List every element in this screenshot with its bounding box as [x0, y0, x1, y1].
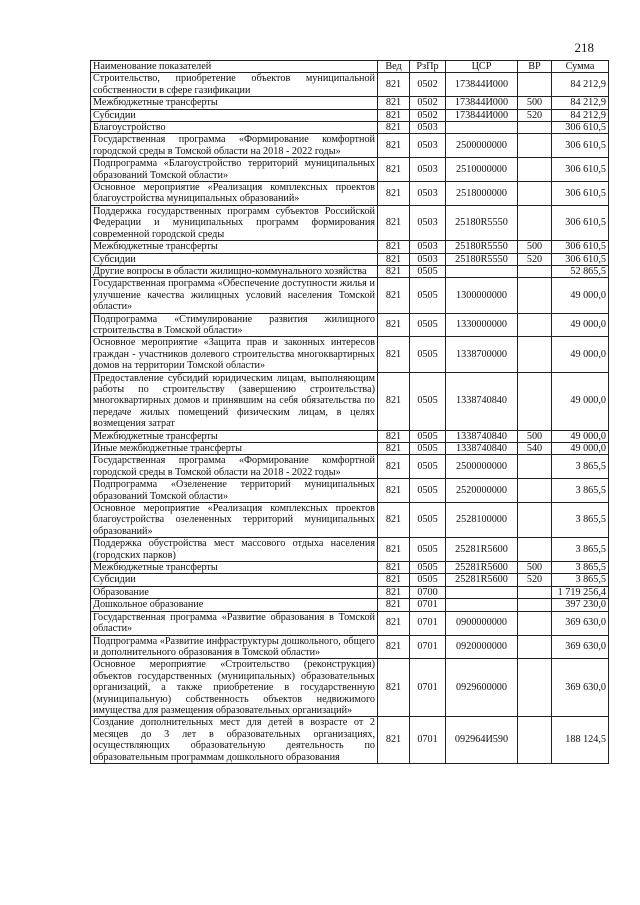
cell-sum: 49 000,0 — [552, 443, 609, 455]
cell-rzpr: 0505 — [410, 503, 446, 538]
cell-rzpr: 0700 — [410, 586, 446, 598]
cell-ved: 821 — [378, 538, 410, 562]
header-vr: ВР — [518, 61, 552, 73]
cell-rzpr: 0503 — [410, 134, 446, 158]
cell-sum: 84 212,9 — [552, 73, 609, 97]
table-row — [91, 430, 609, 442]
cell-sum: 3 865,5 — [552, 574, 609, 586]
cell-sum: 84 212,9 — [552, 109, 609, 121]
cell-csr: 1300000000 — [446, 278, 518, 313]
cell-vr: 500 — [518, 241, 552, 253]
cell-ved: 821 — [378, 205, 410, 240]
table-row — [91, 574, 609, 586]
cell-vr: 500 — [518, 562, 552, 574]
cell-sum: 306 610,5 — [552, 205, 609, 240]
cell-rzpr: 0701 — [410, 717, 446, 764]
cell-ved: 821 — [378, 574, 410, 586]
cell-vr — [518, 73, 552, 97]
cell-name: Государственная программа «Развитие образования в Томской области» — [91, 611, 378, 635]
table-row — [91, 205, 609, 240]
cell-ved: 821 — [378, 479, 410, 503]
page-number: 218 — [574, 40, 594, 55]
cell-rzpr: 0503 — [410, 122, 446, 134]
cell-ved: 821 — [378, 599, 410, 611]
cell-vr: 500 — [518, 430, 552, 442]
cell-name: Государственная программа «Формирование комфортной городской среды в Томской области на 2018 - 2022 годы» — [91, 455, 378, 479]
cell-rzpr: 0503 — [410, 241, 446, 253]
cell-sum: 306 610,5 — [552, 122, 609, 134]
table-row — [91, 265, 609, 277]
table-row — [91, 313, 609, 337]
cell-sum: 52 865,5 — [552, 265, 609, 277]
cell-rzpr: 0505 — [410, 455, 446, 479]
cell-vr — [518, 265, 552, 277]
cell-csr — [446, 599, 518, 611]
cell-name: Подпрограмма «Благоустройство территорий муниципальных образований Томской области» — [91, 158, 378, 182]
cell-ved: 821 — [378, 337, 410, 372]
cell-vr — [518, 134, 552, 158]
cell-rzpr: 0502 — [410, 73, 446, 97]
table-row — [91, 182, 609, 206]
cell-rzpr: 0701 — [410, 635, 446, 659]
cell-name: Основное мероприятие «Защита прав и законных интересов граждан - участников долевого строительства многоквартирных домов на территории Томской области» — [91, 337, 378, 372]
cell-vr: 520 — [518, 109, 552, 121]
cell-csr: 25180R5550 — [446, 241, 518, 253]
cell-vr — [518, 313, 552, 337]
cell-csr: 25281R5600 — [446, 574, 518, 586]
cell-sum: 49 000,0 — [552, 337, 609, 372]
table-row — [91, 158, 609, 182]
cell-vr: 520 — [518, 253, 552, 265]
header-csr: ЦСР — [446, 61, 518, 73]
cell-csr: 2500000000 — [446, 455, 518, 479]
cell-vr — [518, 503, 552, 538]
cell-csr: 2510000000 — [446, 158, 518, 182]
cell-name: Межбюджетные трансферты — [91, 430, 378, 442]
cell-name: Поддержка обустройства мест массового отдыха населения (городских парков) — [91, 538, 378, 562]
cell-ved: 821 — [378, 158, 410, 182]
cell-rzpr: 0701 — [410, 599, 446, 611]
cell-sum: 49 000,0 — [552, 278, 609, 313]
budget-table — [90, 60, 609, 764]
cell-csr: 2528100000 — [446, 503, 518, 538]
header-rzpr: РзПр — [410, 61, 446, 73]
cell-name: Субсидии — [91, 574, 378, 586]
table-row — [91, 122, 609, 134]
cell-csr: 1338740840 — [446, 430, 518, 442]
cell-sum: 306 610,5 — [552, 182, 609, 206]
cell-vr — [518, 586, 552, 598]
cell-ved: 821 — [378, 372, 410, 430]
cell-csr: 092964И590 — [446, 717, 518, 764]
cell-vr — [518, 479, 552, 503]
cell-vr — [518, 337, 552, 372]
cell-rzpr: 0502 — [410, 97, 446, 109]
cell-rzpr: 0503 — [410, 182, 446, 206]
cell-csr: 0920000000 — [446, 635, 518, 659]
cell-ved: 821 — [378, 430, 410, 442]
cell-rzpr: 0503 — [410, 158, 446, 182]
cell-rzpr: 0701 — [410, 659, 446, 717]
cell-sum: 369 630,0 — [552, 611, 609, 635]
cell-rzpr: 0505 — [410, 562, 446, 574]
cell-csr: 2500000000 — [446, 134, 518, 158]
table-row — [91, 635, 609, 659]
cell-vr — [518, 659, 552, 717]
cell-vr: 500 — [518, 97, 552, 109]
cell-sum: 1 719 256,4 — [552, 586, 609, 598]
cell-name: Подпрограмма «Озеленение территорий муниципальных образований Томской области» — [91, 479, 378, 503]
table-row — [91, 443, 609, 455]
cell-rzpr: 0505 — [410, 313, 446, 337]
table-row — [91, 562, 609, 574]
table-row — [91, 97, 609, 109]
cell-rzpr: 0505 — [410, 265, 446, 277]
cell-csr — [446, 122, 518, 134]
cell-vr: 540 — [518, 443, 552, 455]
cell-ved: 821 — [378, 586, 410, 598]
cell-name: Подпрограмма «Развитие инфраструктуры дошкольного, общего и дополнительного образования в Томской области» — [91, 635, 378, 659]
cell-csr: 25180R5550 — [446, 205, 518, 240]
header-sum: Сумма — [552, 61, 609, 73]
cell-csr: 1338740840 — [446, 372, 518, 430]
cell-rzpr: 0505 — [410, 479, 446, 503]
cell-ved: 821 — [378, 182, 410, 206]
table-header-row — [91, 61, 609, 73]
cell-ved: 821 — [378, 635, 410, 659]
cell-sum: 306 610,5 — [552, 134, 609, 158]
cell-sum: 3 865,5 — [552, 455, 609, 479]
cell-ved: 821 — [378, 241, 410, 253]
table-row — [91, 586, 609, 598]
cell-sum: 369 630,0 — [552, 659, 609, 717]
cell-vr — [518, 372, 552, 430]
cell-rzpr: 0505 — [410, 538, 446, 562]
cell-name: Субсидии — [91, 253, 378, 265]
table-row — [91, 611, 609, 635]
cell-rzpr: 0505 — [410, 372, 446, 430]
cell-ved: 821 — [378, 265, 410, 277]
cell-sum: 49 000,0 — [552, 313, 609, 337]
cell-name: Подпрограмма «Стимулирование развития жилищного строительства в Томской области» — [91, 313, 378, 337]
table-row — [91, 538, 609, 562]
table-row — [91, 717, 609, 764]
cell-sum: 3 865,5 — [552, 479, 609, 503]
cell-csr: 25281R5600 — [446, 562, 518, 574]
table-row — [91, 278, 609, 313]
cell-name: Основное мероприятие «Реализация комплексных проектов благоустройства муниципальных образований» — [91, 182, 378, 206]
cell-sum: 3 865,5 — [552, 503, 609, 538]
header-name: Наименование показателей — [91, 61, 378, 73]
table-row — [91, 372, 609, 430]
cell-sum: 188 124,5 — [552, 717, 609, 764]
cell-vr — [518, 635, 552, 659]
cell-ved: 821 — [378, 503, 410, 538]
cell-csr: 173844И000 — [446, 109, 518, 121]
cell-name: Государственная программа «Обеспечение доступности жилья и улучшение качества жилищных условий населения Томской области» — [91, 278, 378, 313]
cell-name: Поддержка государственных программ субъектов Российской Федерации и муниципальных программ формирования современной городской среды — [91, 205, 378, 240]
cell-sum: 3 865,5 — [552, 562, 609, 574]
header-ved: Вед — [378, 61, 410, 73]
table-row — [91, 241, 609, 253]
cell-sum: 306 610,5 — [552, 253, 609, 265]
table-row — [91, 109, 609, 121]
cell-csr: 0929600000 — [446, 659, 518, 717]
cell-vr — [518, 122, 552, 134]
cell-sum: 84 212,9 — [552, 97, 609, 109]
cell-rzpr: 0502 — [410, 109, 446, 121]
cell-csr: 2518000000 — [446, 182, 518, 206]
cell-vr: 520 — [518, 574, 552, 586]
cell-rzpr: 0505 — [410, 574, 446, 586]
cell-csr: 173844И000 — [446, 97, 518, 109]
cell-name: Дошкольное образование — [91, 599, 378, 611]
cell-csr: 1338700000 — [446, 337, 518, 372]
table-row — [91, 659, 609, 717]
cell-name: Межбюджетные трансферты — [91, 241, 378, 253]
cell-vr — [518, 455, 552, 479]
cell-ved: 821 — [378, 134, 410, 158]
cell-name: Основное мероприятие «Реализация комплексных проектов благоустройства озелененных территорий муниципальных образований» — [91, 503, 378, 538]
cell-sum: 306 610,5 — [552, 241, 609, 253]
cell-ved: 821 — [378, 611, 410, 635]
cell-vr — [518, 538, 552, 562]
cell-name: Основное мероприятие «Строительство (реконструкция) объектов государственных (муниципальных) образовательных организаций, а также приобретение в государственную (муниципальную) собственность объектов недвижимого имущества для размещения образовательных организаций» — [91, 659, 378, 717]
cell-ved: 821 — [378, 97, 410, 109]
cell-rzpr: 0505 — [410, 430, 446, 442]
cell-sum: 3 865,5 — [552, 538, 609, 562]
cell-rzpr: 0701 — [410, 611, 446, 635]
cell-sum: 49 000,0 — [552, 430, 609, 442]
cell-name: Создание дополнительных мест для детей в возрасте от 2 месяцев до 3 лет в образовательных организациях, осуществляющих образовательную деятельность по образовательным программам дошкольного образования — [91, 717, 378, 764]
cell-ved: 821 — [378, 122, 410, 134]
cell-vr — [518, 717, 552, 764]
cell-csr: 1330000000 — [446, 313, 518, 337]
cell-name: Предоставление субсидий юридическим лицам, выполняющим работы по строительству (завершению строительства) многоквартирных домов и принявшим на себя обязательства по передаче жилых помещений физическим лицам, в целях возмещения затрат — [91, 372, 378, 430]
cell-rzpr: 0505 — [410, 443, 446, 455]
table-row — [91, 455, 609, 479]
cell-csr: 25281R5600 — [446, 538, 518, 562]
cell-ved: 821 — [378, 455, 410, 479]
table-row — [91, 134, 609, 158]
cell-csr: 0900000000 — [446, 611, 518, 635]
cell-csr: 1338740840 — [446, 443, 518, 455]
cell-rzpr: 0505 — [410, 337, 446, 372]
cell-sum: 397 230,0 — [552, 599, 609, 611]
table-row — [91, 73, 609, 97]
cell-vr — [518, 182, 552, 206]
cell-rzpr: 0505 — [410, 278, 446, 313]
table-row — [91, 337, 609, 372]
cell-vr — [518, 599, 552, 611]
cell-ved: 821 — [378, 109, 410, 121]
cell-vr — [518, 158, 552, 182]
cell-sum: 369 630,0 — [552, 635, 609, 659]
cell-name: Субсидии — [91, 109, 378, 121]
cell-name: Межбюджетные трансферты — [91, 562, 378, 574]
cell-ved: 821 — [378, 562, 410, 574]
cell-ved: 821 — [378, 443, 410, 455]
table-row — [91, 253, 609, 265]
cell-sum: 306 610,5 — [552, 158, 609, 182]
cell-csr: 25180R5550 — [446, 253, 518, 265]
cell-vr — [518, 205, 552, 240]
cell-name: Строительство, приобретение объектов муниципальной собственности в сфере газификации — [91, 73, 378, 97]
cell-sum: 49 000,0 — [552, 372, 609, 430]
cell-ved: 821 — [378, 253, 410, 265]
cell-ved: 821 — [378, 73, 410, 97]
cell-name: Государственная программа «Формирование комфортной городской среды в Томской области на 2018 - 2022 годы» — [91, 134, 378, 158]
cell-name: Благоустройство — [91, 122, 378, 134]
cell-ved: 821 — [378, 278, 410, 313]
cell-csr: 173844И000 — [446, 73, 518, 97]
cell-csr: 2520000000 — [446, 479, 518, 503]
cell-name: Другие вопросы в области жилищно-коммунального хозяйства — [91, 265, 378, 277]
cell-ved: 821 — [378, 313, 410, 337]
table-row — [91, 479, 609, 503]
table-row — [91, 599, 609, 611]
cell-csr — [446, 265, 518, 277]
cell-rzpr: 0503 — [410, 205, 446, 240]
cell-name: Образование — [91, 586, 378, 598]
cell-rzpr: 0503 — [410, 253, 446, 265]
cell-ved: 821 — [378, 659, 410, 717]
cell-vr — [518, 278, 552, 313]
cell-csr — [446, 586, 518, 598]
cell-name: Иные межбюджетные трансферты — [91, 443, 378, 455]
table-row — [91, 503, 609, 538]
cell-name: Межбюджетные трансферты — [91, 97, 378, 109]
table-body — [91, 73, 609, 764]
cell-ved: 821 — [378, 717, 410, 764]
cell-vr — [518, 611, 552, 635]
